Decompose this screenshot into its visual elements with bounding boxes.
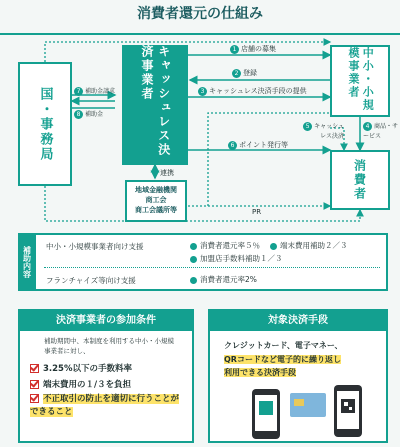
panel-conditions [18,309,194,443]
label-pr: PR [252,208,262,216]
panel-methods [208,309,388,443]
conditions-list [20,361,192,419]
node-cashless: キャッシュレス決済事業者 [122,45,188,165]
label-f5: 5 キャッシュレス決済 [300,121,344,140]
check-icon [30,394,39,403]
condition-1: 3.25%以下の手数料率 [30,361,182,377]
check-icon [30,364,39,373]
methods-line-1: クレジットカード、電子マネー、 [224,341,343,350]
panel-conditions-intro: 補助期間中、本制度を利用する中小・小規模事業者に対し、 [44,337,174,355]
panel-conditions-title: 決済事業者の参加条件 [20,311,192,331]
label-renkei: 連携 [160,169,174,177]
methods-line-3: 利用できる決済手段 [224,368,296,378]
label-f1: 1 店舗の募集 [230,44,276,54]
support-row1-head: 中小・小規模事業者向け支援 [46,242,144,251]
support-row2-head: フランチャイズ等向け支援 [46,276,136,285]
label-f8: 8 補助金 [74,109,103,119]
card-icon [290,393,326,417]
label-f4: 4 商品・サービス [363,123,399,140]
page-title: 消費者還元の仕組み [137,6,263,22]
qr-phone-icon [334,385,362,437]
node-kuni: 国・事務局 [18,62,72,186]
regional-1: 地域金融機関 [135,186,177,195]
condition-3: 不正取引の防止を適切に行うことができること [30,393,180,417]
support-divider [44,267,380,268]
methods-line-2: QRコードなど電子的に繰り返し [224,354,341,364]
label-f3: 3 キャッシュレス決済手段の提供 [198,86,307,96]
node-shohisha: 消費者 [330,150,390,210]
support-label: 補助内容 [18,233,36,291]
smartphone-icon [252,389,280,439]
dotted-bottom [45,186,360,221]
support-item-3: 加盟店手数料補助１／３ [190,253,283,264]
condition-2: 端末費用の１/３を負担 [30,377,182,393]
support-item-2: 端末費用補助２／３ [270,240,348,251]
label-f7: 7 補助金請求 [74,86,115,96]
regional-2: 商工会 [145,196,167,205]
label-f2: 2 登録 [232,68,257,78]
node-chusho: 中小・小規模事業者 [330,45,390,117]
support-item-4: 消費者還元率2% [190,274,257,285]
support-item-1: 消費者還元率５％ [190,240,260,251]
check-icon [30,380,39,389]
payment-devices-illustration [210,375,390,445]
panel-methods-title: 対象決済手段 [210,311,386,331]
label-f6: 6 ポイント発行等 [228,140,288,150]
regional-3: 商工会議所等 [135,205,177,214]
node-regional [125,180,187,222]
